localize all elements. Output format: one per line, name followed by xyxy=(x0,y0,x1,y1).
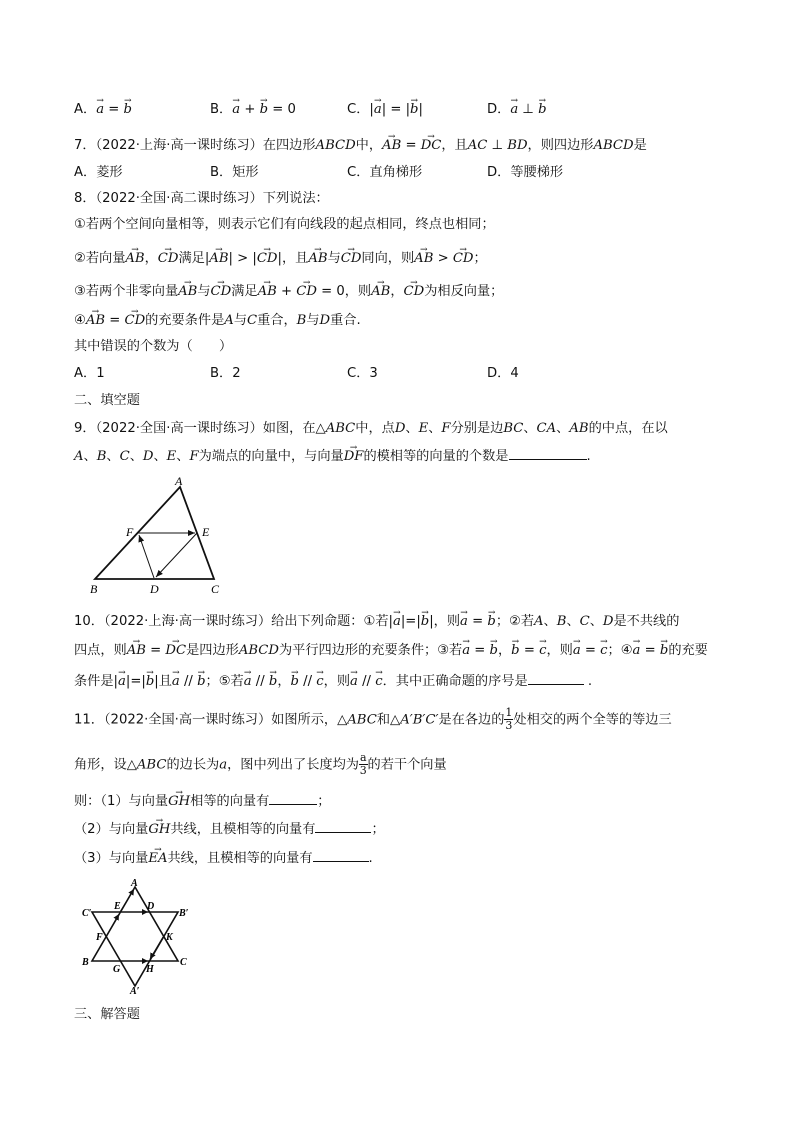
q11-sub-2: （2）与向量→ GH共线，且模相等的向量有 ； xyxy=(74,818,385,840)
q8-statement-3: ③若两个非零向量→ AB与→ CD满足→ AB + → CD = 0，则→ AB，→ CD为相反向量； xyxy=(74,282,503,302)
label-a2: A′ xyxy=(130,986,140,994)
q8-stem: 8．（2022·全国·高二课时练习）下列说法： xyxy=(74,191,329,206)
q11-sub-3: （3）与向量→ EA共线，且模相等的向量有 . xyxy=(74,847,373,869)
label-k: K xyxy=(166,932,173,943)
triangle-abc xyxy=(92,887,178,961)
q6-option-d: D．→ a ⊥ → b xyxy=(487,100,547,120)
q11-line-2: 角形，设△ABC的边长为a，图中列出了长度均为 $\frac{a}{3}$ 的若干个向量 xyxy=(74,751,447,777)
q9-line-2: A、B、C、D、E、F为端点的向量中，与向量→ DF的模相等的向量的个数是 . xyxy=(74,445,591,467)
q7-stem: 7．（2022·上海·高一课时练习）在四边形ABCD中，→ AB = → DC，且AC ⊥ BD，则四边形ABCD是 xyxy=(74,136,647,156)
q8-option-d: D．4 xyxy=(487,366,519,381)
q6-option-b: B．→ a + → b = 0 xyxy=(210,100,296,120)
q8-statement-1: ①若两个空间向量相等，则表示它们有向线段的起点相同，终点也相同； xyxy=(74,217,495,232)
vector-ed xyxy=(156,533,197,577)
label-g: G xyxy=(113,964,121,975)
q11-sub-1: 则：（1）与向量→ GH相等的向量有 ； xyxy=(74,790,330,812)
label-d: D xyxy=(147,901,155,912)
q7-option-a: A．菱形 xyxy=(74,165,123,180)
label-c: C xyxy=(180,957,187,968)
section-answer: 三、解答题 xyxy=(74,1007,140,1022)
q7-option-b: B．矩形 xyxy=(210,165,259,180)
q8-statement-2: ②若向量→ AB，→ CD满足|→ AB| > |→ CD|，且→ AB与→ CD同向，则→ AB > → CD； xyxy=(74,249,487,269)
q8-statement-4: ④→ AB = → CD的充要条件是A与C重合，B与D重合. xyxy=(74,311,361,331)
q10-line-1: 10．（2022·上海·高一课时练习）给出下列命题：①若|→ a|=|→ b|，则→ a = → b；②若A、B、C、D是不共线的 xyxy=(74,612,679,632)
q7-option-c: C．直角梯形 xyxy=(347,165,423,180)
label-e: E xyxy=(114,901,121,912)
q9-triangle-figure xyxy=(88,475,238,597)
label-c2: C′ xyxy=(82,908,92,919)
vector-ea xyxy=(120,889,134,912)
q6-option-a: A．→ a = → b xyxy=(74,100,132,120)
label-c: C xyxy=(211,582,220,596)
q7-option-d: D．等腰梯形 xyxy=(487,165,564,180)
q11-star-figure xyxy=(80,876,190,994)
triangle-a2b2c2 xyxy=(92,912,178,986)
label-b: B xyxy=(90,582,98,596)
label-h: H xyxy=(146,964,154,975)
label-b: B xyxy=(82,957,89,968)
q8-option-c: C．3 xyxy=(347,366,378,381)
label-a: A xyxy=(131,878,138,889)
label-d: D xyxy=(150,582,159,596)
q10-line-3: 条件是|→ a|=|→ b|且→ a // → b；⑤若→ a // → b，→ b // → c，则→ a // → c．其中正确命题的序号是 . xyxy=(74,670,592,692)
q8-ask: 其中错误的个数为（ ） xyxy=(74,339,233,354)
label-a: A xyxy=(175,475,183,488)
q8-option-a: A．1 xyxy=(74,366,105,381)
label-b2: B′ xyxy=(179,908,189,919)
label-e: E xyxy=(202,525,210,539)
section-fill-in: 二、填空题 xyxy=(74,393,140,408)
label-f: F xyxy=(96,932,103,943)
q8-option-b: B．2 xyxy=(210,366,241,381)
q10-line-2: 四点，则→ AB = → DC是四边形ABCD为平行四边形的充要条件；③若→ a = → b，→ b = → c，则→ a = → c；④→ a = → b的充要 xyxy=(74,641,708,661)
label-f: F xyxy=(126,525,134,539)
q9-line-1: 9．（2022·全国·高一课时练习）如图，在△ABC中，点D、E、F分别是边BC、CA、AB的中点，在以 xyxy=(74,421,668,436)
vector-kh xyxy=(150,937,163,959)
q11-line-1: 11．（2022·全国·高一课时练习）如图所示，△ABC和△A′B′C′是在各边的 $\frac{1}{3}$ 处相交的两个全等的等边三 xyxy=(74,706,672,732)
vector-df xyxy=(139,535,154,578)
q6-option-c: C．|→ a| = |→ b| xyxy=(347,100,423,120)
vector-fe xyxy=(106,914,119,937)
